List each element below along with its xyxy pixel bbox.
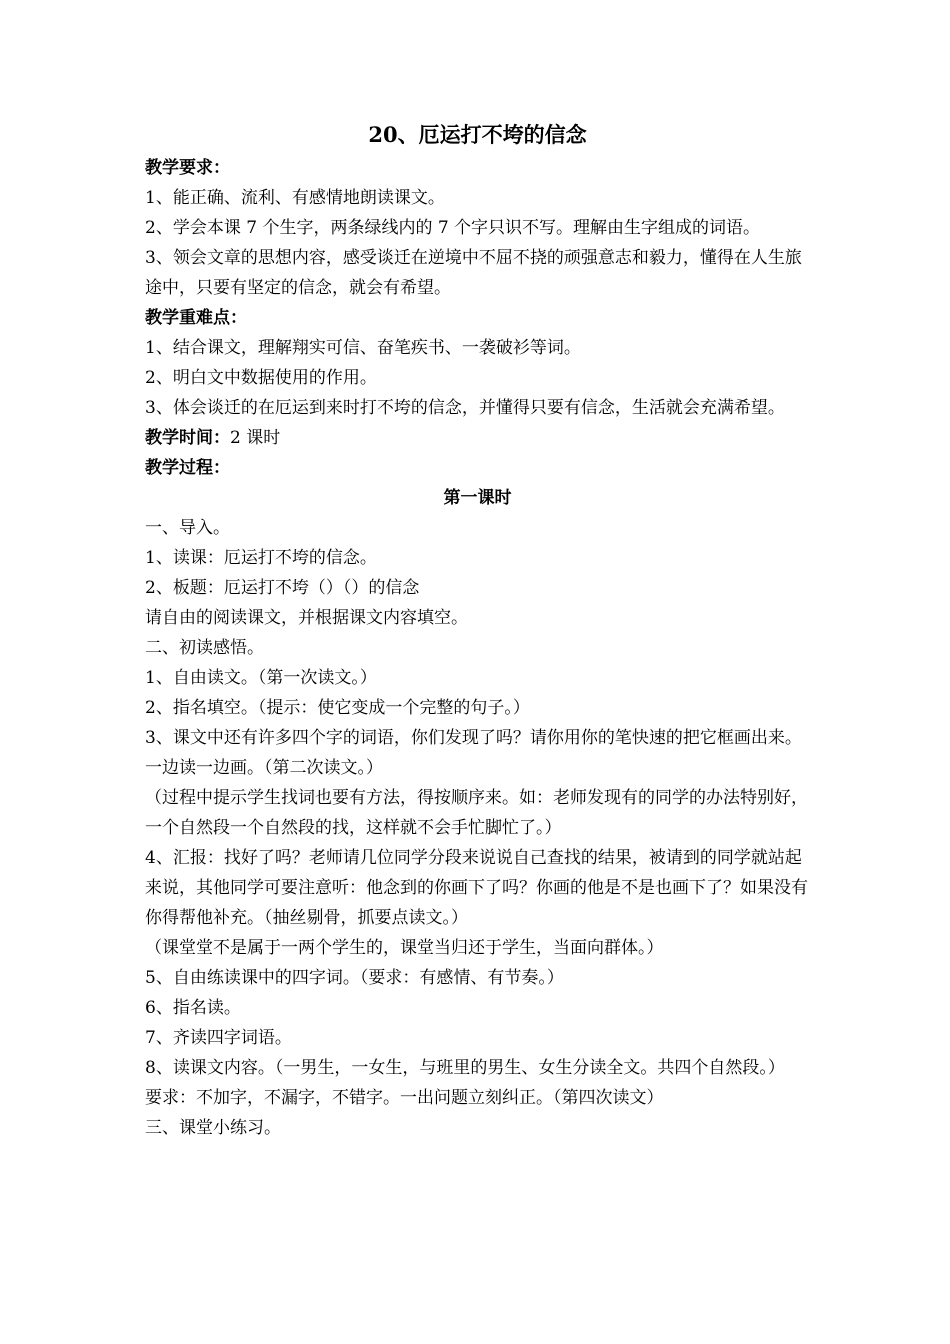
process-step: 8、读课文内容。（一男生，一女生，与班里的男生、女生分读全文。共四个自然段。） bbox=[145, 1058, 785, 1078]
requirement-item: 2、学会本课 7 个生字，两条绿线内的 7 个字只识不写。理解由生字组成的词语。 bbox=[145, 218, 761, 238]
process-step: 3、课文中还有许多四个字的词语，你们发现了吗？请你用你的笔快速的把它框画出来。一边读一边画。（第二次读文。） bbox=[145, 728, 802, 778]
teaching-time-heading: 教学时间： bbox=[145, 428, 230, 448]
process-step: 5、自由练读课中的四字词。（要求：有感情、有节奏。） bbox=[145, 968, 564, 988]
process-step: 2、板题：厄运打不垮（）（）的信念 bbox=[145, 578, 420, 598]
process-step: 6、指名读。 bbox=[145, 998, 241, 1018]
requirement-item: 3、领会文章的思想内容，感受谈迁在逆境中不屈不挠的顽强意志和毅力，懂得在人生旅途中，只要有坚定的信念，就会有希望。 bbox=[145, 248, 802, 298]
section-heading: 一、导入。 bbox=[145, 518, 230, 538]
process-note: （课堂堂不是属于一两个学生的，课堂当归还于学生，当面向群体。） bbox=[145, 938, 664, 958]
document-body bbox=[145, 120, 810, 1143]
process-heading: 教学过程： bbox=[145, 458, 230, 478]
process-note: 要求：不加字，不漏字，不错字。一出问题立刻纠正。（第四次读文） bbox=[145, 1088, 664, 1108]
lesson-heading: 第一课时 bbox=[443, 488, 512, 508]
requirement-item: 1、能正确、流利、有感情地朗读课文。 bbox=[145, 188, 445, 208]
teaching-time-value: 2 课时 bbox=[230, 428, 281, 448]
process-step: 1、读课：厄运打不垮的信念。 bbox=[145, 548, 377, 568]
process-step: 2、指名填空。（提示：使它变成一个完整的句子。） bbox=[145, 698, 530, 718]
process-note: （过程中提示学生找词也要有方法，得按顺序来。如：老师发现有的同学的办法特别好，一个自然段一个自然段的找，这样就不会手忙脚忙了。） bbox=[145, 788, 808, 838]
key-point-item: 1、结合课文，理解翔实可信、奋笔疾书、一袭破衫等词。 bbox=[145, 338, 581, 358]
key-point-item: 2、明白文中数据使用的作用。 bbox=[145, 368, 377, 388]
requirements-heading: 教学要求： bbox=[145, 158, 230, 178]
section-heading: 三、课堂小练习。 bbox=[145, 1118, 281, 1138]
section-heading: 二、初读感悟。 bbox=[145, 638, 264, 658]
process-step: 4、汇报：找好了吗？老师请几位同学分段来说说自己查找的结果，被请到的同学就站起来说，其他同学可要注意听：他念到的你画下了吗？你画的他是不是也画下了？如果没有你得帮他补充。（抽丝剔骨，抓要点读文。） bbox=[145, 848, 808, 928]
process-step: 7、齐读四字词语。 bbox=[145, 1028, 292, 1048]
page-title: 20、厄运打不垮的信念 bbox=[368, 122, 587, 147]
process-step: 1、自由读文。（第一次读文。） bbox=[145, 668, 377, 688]
key-points-heading: 教学重难点： bbox=[145, 308, 247, 328]
key-point-item: 3、体会谈迁的在厄运到来时打不垮的信念，并懂得只要有信念，生活就会充满希望。 bbox=[145, 398, 785, 418]
teaching-time bbox=[145, 423, 810, 453]
process-note: 请自由的阅读课文，并根据课文内容填空。 bbox=[145, 608, 468, 628]
